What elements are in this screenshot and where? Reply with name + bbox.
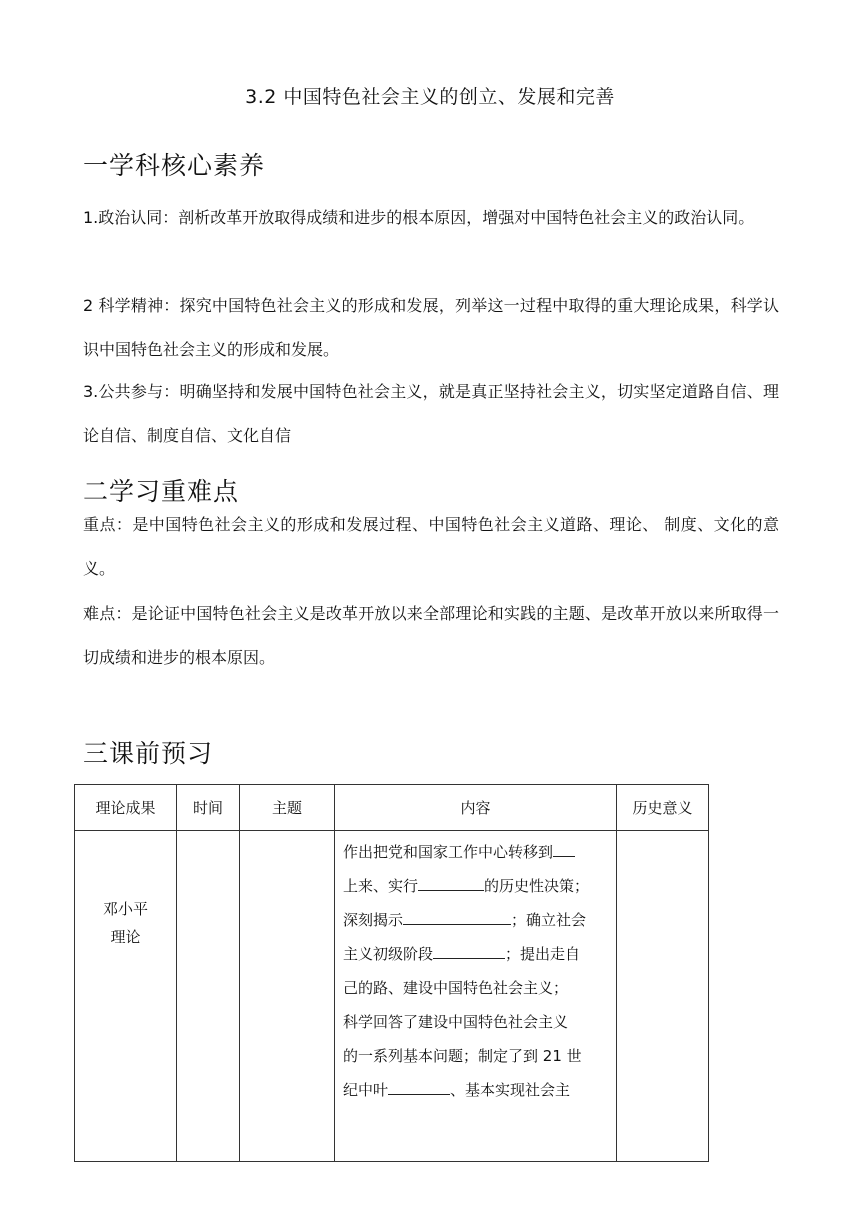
header-time: 时间 <box>177 785 240 831</box>
header-theme: 主题 <box>240 785 335 831</box>
fill-blank[interactable] <box>388 1076 450 1095</box>
theme-cell[interactable] <box>240 831 335 1162</box>
table-header-row <box>75 785 709 831</box>
page-title: 3.2 中国特色社会主义的创立、发展和完善 <box>245 86 615 108</box>
header-significance: 历史意义 <box>617 785 709 831</box>
content-line: 上来、实行 的历史性决策； <box>343 869 610 903</box>
fill-blank[interactable] <box>418 872 484 891</box>
header-theory: 理论成果 <box>75 785 177 831</box>
significance-cell[interactable] <box>617 831 709 1162</box>
theory-name-line2: 理论 <box>110 928 141 946</box>
content-cell <box>335 831 617 1162</box>
content-line: 作出把党和国家工作中心转移到 <box>343 835 610 869</box>
content-line: 的一系列基本问题；制定了到 21 世 <box>343 1047 582 1065</box>
preview-table <box>74 784 709 1162</box>
fill-blank[interactable] <box>553 838 575 857</box>
paragraph-key-point: 重点：是中国特色社会主义的形成和发展过程、中国特色社会主义道路、理论、 制度、文化的意义。 <box>83 515 779 578</box>
paragraph-public-participation: 3.公共参与：明确坚持和发展中国特色社会主义，就是真正坚持社会主义，切实坚定道路自信、理论自信、制度自信、文化自信 <box>83 382 779 445</box>
content-line: 己的路、建设中国特色社会主义； <box>343 979 569 997</box>
section-heading-preview: 三课前预习 <box>83 739 214 768</box>
fill-blank[interactable] <box>403 906 511 925</box>
time-cell[interactable] <box>177 831 240 1162</box>
header-content: 内容 <box>335 785 617 831</box>
paragraph-political-identity: 1.政治认同：剖析改革开放取得成绩和进步的根本原因，增强对中国特色社会主义的政治认同。 <box>83 208 755 227</box>
theory-name-line1: 邓小平 <box>102 900 148 918</box>
fill-blank[interactable] <box>433 940 505 959</box>
section-heading-key-points: 二学习重难点 <box>83 477 240 506</box>
theory-name-cell <box>75 831 177 1162</box>
content-line: 纪中叶 、基本实现社会主 <box>343 1073 610 1107</box>
paragraph-difficult-point: 难点：是论证中国特色社会主义是改革开放以来全部理论和实践的主题、是改革开放以来所取得一切成绩和进步的根本原因。 <box>83 604 779 667</box>
content-line: 深刻揭示 ；确立社会 <box>343 903 610 937</box>
content-line: 科学回答了建设中国特色社会主义 <box>343 1013 569 1031</box>
table-row <box>75 831 709 1162</box>
paragraph-scientific-spirit: 2 科学精神：探究中国特色社会主义的形成和发展，列举这一过程中取得的重大理论成果，科学认识中国特色社会主义的形成和发展。 <box>83 296 779 359</box>
content-line: 主义初级阶段 ；提出走自 <box>343 937 610 971</box>
section-heading-core-literacy: 一学科核心素养 <box>83 151 266 180</box>
